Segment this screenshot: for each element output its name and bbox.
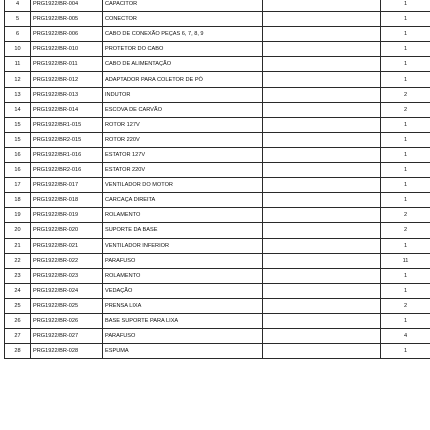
description-cell: BASE SUPORTE PARA LIXA	[103, 313, 263, 328]
item-number-cell: 25	[5, 298, 31, 313]
item-number-cell: 26	[5, 313, 31, 328]
item-number-cell: 17	[5, 178, 31, 193]
item-number-cell: 24	[5, 283, 31, 298]
table-row	[5, 238, 430, 253]
description-cell: ROTOR 220V	[103, 132, 263, 147]
quantity-cell: 2	[381, 298, 430, 313]
quantity-cell: 1	[381, 27, 430, 42]
description-cell: PROTETOR DO CABO	[103, 42, 263, 57]
empty-cell	[263, 193, 381, 208]
quantity-cell: 2	[381, 102, 430, 117]
item-number-cell: 4	[5, 0, 31, 12]
description-cell: PARAFUSO	[103, 329, 263, 344]
item-number-cell: 15	[5, 117, 31, 132]
table-row	[5, 27, 430, 42]
description-cell: ROLAMENTO	[103, 268, 263, 283]
part-code-cell: PRG1922/BR1-016	[31, 147, 103, 162]
quantity-cell: 4	[381, 329, 430, 344]
part-code-cell: PRG1922/BR-017	[31, 178, 103, 193]
empty-cell	[263, 344, 381, 359]
item-number-cell: 16	[5, 163, 31, 178]
quantity-cell: 2	[381, 223, 430, 238]
table-row	[5, 72, 430, 87]
quantity-cell: 1	[381, 268, 430, 283]
table-row	[5, 102, 430, 117]
item-number-cell: 5	[5, 12, 31, 27]
quantity-cell: 1	[381, 344, 430, 359]
empty-cell	[263, 147, 381, 162]
empty-cell	[263, 117, 381, 132]
part-code-cell: PRG1922/BR2-016	[31, 163, 103, 178]
description-cell: ROLAMENTO	[103, 208, 263, 223]
parts-table	[4, 0, 430, 359]
table-row	[5, 193, 430, 208]
part-code-cell: PRG1922/BR-011	[31, 57, 103, 72]
quantity-cell: 2	[381, 208, 430, 223]
description-cell: CABO DE ALIMENTAÇÃO	[103, 57, 263, 72]
empty-cell	[263, 0, 381, 12]
description-cell: ADAPTADOR PARA COLETOR DE PÓ	[103, 72, 263, 87]
table-row	[5, 163, 430, 178]
part-code-cell: PRG1922/BR-022	[31, 253, 103, 268]
table-row	[5, 208, 430, 223]
description-cell: VENTILADOR DO MOTOR	[103, 178, 263, 193]
table-row	[5, 117, 430, 132]
item-number-cell: 14	[5, 102, 31, 117]
empty-cell	[263, 313, 381, 328]
part-code-cell: PRG1922/BR-010	[31, 42, 103, 57]
empty-cell	[263, 87, 381, 102]
item-number-cell: 10	[5, 42, 31, 57]
description-cell: INDUTOR	[103, 87, 263, 102]
description-cell: ESCOVA DE CARVÃO	[103, 102, 263, 117]
part-code-cell: PRG1922/BR-020	[31, 223, 103, 238]
table-row	[5, 298, 430, 313]
description-cell: ROTOR 127V	[103, 117, 263, 132]
part-code-cell: PRG1922/BR-005	[31, 12, 103, 27]
table-row	[5, 223, 430, 238]
empty-cell	[263, 163, 381, 178]
part-code-cell: PRG1922/BR-019	[31, 208, 103, 223]
empty-cell	[263, 268, 381, 283]
part-code-cell: PRG1922/BR2-015	[31, 132, 103, 147]
description-cell: CONECTOR	[103, 12, 263, 27]
empty-cell	[263, 283, 381, 298]
table-row	[5, 329, 430, 344]
table-row	[5, 57, 430, 72]
quantity-cell: 1	[381, 313, 430, 328]
description-cell: CABO DE CONEXÃO PEÇAS 6, 7, 8, 9	[103, 27, 263, 42]
part-code-cell: PRG1922/BR-013	[31, 87, 103, 102]
table-row	[5, 132, 430, 147]
part-code-cell: PRG1922/BR-025	[31, 298, 103, 313]
table-row	[5, 87, 430, 102]
empty-cell	[263, 27, 381, 42]
item-number-cell: 13	[5, 87, 31, 102]
empty-cell	[263, 57, 381, 72]
item-number-cell: 12	[5, 72, 31, 87]
table-row	[5, 42, 430, 57]
quantity-cell: 1	[381, 132, 430, 147]
empty-cell	[263, 42, 381, 57]
item-number-cell: 11	[5, 57, 31, 72]
empty-cell	[263, 72, 381, 87]
description-cell: PRENSA LIXA	[103, 298, 263, 313]
part-code-cell: PRG1922/BR-026	[31, 313, 103, 328]
description-cell: CAPACITOR	[103, 0, 263, 12]
quantity-cell: 1	[381, 163, 430, 178]
description-cell: CARCAÇA DIREITA	[103, 193, 263, 208]
empty-cell	[263, 223, 381, 238]
empty-cell	[263, 102, 381, 117]
item-number-cell: 18	[5, 193, 31, 208]
table-row	[5, 344, 430, 359]
quantity-cell: 1	[381, 57, 430, 72]
table-row	[5, 268, 430, 283]
table-row	[5, 147, 430, 162]
quantity-cell: 1	[381, 42, 430, 57]
part-code-cell: PRG1922/BR-021	[31, 238, 103, 253]
quantity-cell: 1	[381, 12, 430, 27]
table-row	[5, 253, 430, 268]
empty-cell	[263, 298, 381, 313]
table-row	[5, 313, 430, 328]
item-number-cell: 16	[5, 147, 31, 162]
part-code-cell: PRG1922/BR1-015	[31, 117, 103, 132]
item-number-cell: 21	[5, 238, 31, 253]
empty-cell	[263, 178, 381, 193]
quantity-cell: 1	[381, 0, 430, 12]
empty-cell	[263, 238, 381, 253]
quantity-cell: 1	[381, 283, 430, 298]
empty-cell	[263, 253, 381, 268]
quantity-cell: 1	[381, 178, 430, 193]
item-number-cell: 23	[5, 268, 31, 283]
empty-cell	[263, 132, 381, 147]
empty-cell	[263, 12, 381, 27]
quantity-cell: 1	[381, 147, 430, 162]
part-code-cell: PRG1922/BR-018	[31, 193, 103, 208]
description-cell: PARAFUSO	[103, 253, 263, 268]
quantity-cell: 1	[381, 72, 430, 87]
quantity-cell: 1	[381, 193, 430, 208]
table-row	[5, 178, 430, 193]
part-code-cell: PRG1922/BR-004	[31, 0, 103, 12]
empty-cell	[263, 208, 381, 223]
part-code-cell: PRG1922/BR-014	[31, 102, 103, 117]
part-code-cell: PRG1922/BR-028	[31, 344, 103, 359]
table-row	[5, 283, 430, 298]
description-cell: SUPORTE DA BASE	[103, 223, 263, 238]
empty-cell	[263, 329, 381, 344]
description-cell: ESTATOR 127V	[103, 147, 263, 162]
quantity-cell: 11	[381, 253, 430, 268]
quantity-cell: 1	[381, 117, 430, 132]
item-number-cell: 22	[5, 253, 31, 268]
table-row	[5, 0, 430, 12]
description-cell: ESPUMA	[103, 344, 263, 359]
description-cell: ESTATOR 220V	[103, 163, 263, 178]
part-code-cell: PRG1922/BR-012	[31, 72, 103, 87]
quantity-cell: 1	[381, 238, 430, 253]
table-row	[5, 12, 430, 27]
part-code-cell: PRG1922/BR-006	[31, 27, 103, 42]
quantity-cell: 2	[381, 87, 430, 102]
part-code-cell: PRG1922/BR-027	[31, 329, 103, 344]
description-cell: VENTILADOR INFERIOR	[103, 238, 263, 253]
item-number-cell: 15	[5, 132, 31, 147]
item-number-cell: 6	[5, 27, 31, 42]
item-number-cell: 19	[5, 208, 31, 223]
item-number-cell: 27	[5, 329, 31, 344]
item-number-cell: 20	[5, 223, 31, 238]
parts-table-body	[5, 0, 430, 359]
part-code-cell: PRG1922/BR-024	[31, 283, 103, 298]
description-cell: VEDAÇÃO	[103, 283, 263, 298]
part-code-cell: PRG1922/BR-023	[31, 268, 103, 283]
item-number-cell: 28	[5, 344, 31, 359]
